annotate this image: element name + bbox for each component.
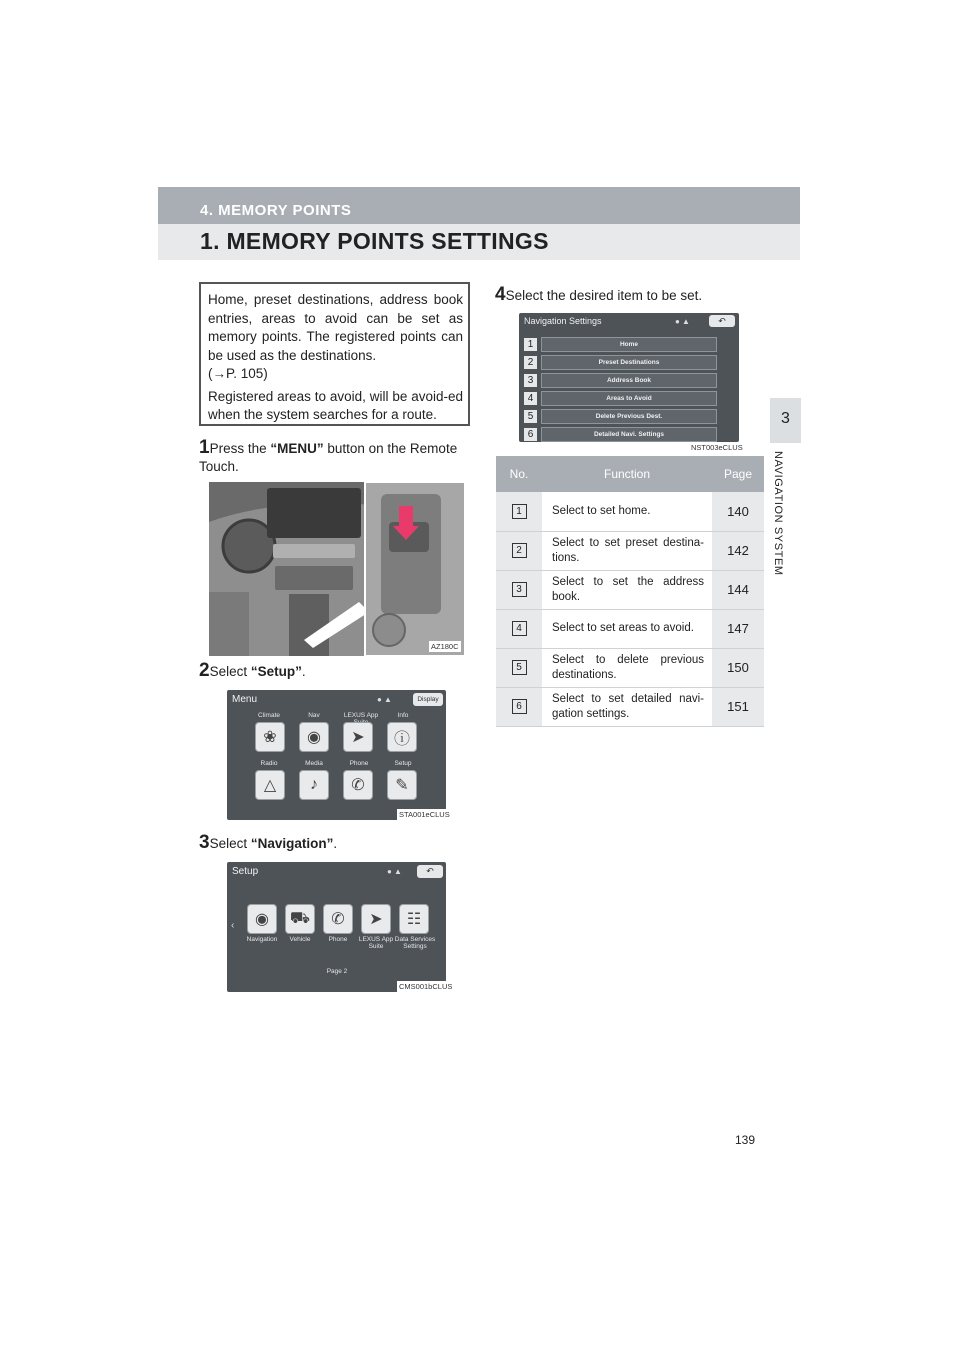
setup-label-navigation: Navigation (246, 936, 278, 943)
nav-icon[interactable]: ◉ (299, 722, 329, 752)
step-emphasis: “Setup” (250, 664, 302, 679)
nav-item-address-book[interactable]: Address Book (541, 373, 717, 388)
menu-label-nav: Nav (308, 712, 320, 719)
header-function: Function (542, 456, 712, 492)
data-services-icon[interactable]: ☷ (399, 904, 429, 934)
image-caption: STA001eCLUS (399, 810, 450, 819)
back-button[interactable]: ↶ (417, 865, 443, 878)
chapter-label: NAVIGATION SYSTEM (772, 451, 784, 576)
menu-label-setup: Setup (394, 760, 412, 767)
setup-screen (227, 862, 453, 992)
step-1 (199, 439, 472, 476)
item-number: 6 (524, 428, 537, 441)
row-number: 5 (512, 660, 527, 675)
setup-label-data-services: Data Services Settings (394, 936, 436, 950)
image-caption: AZ180C (431, 642, 459, 651)
image-caption: NST003eCLUS (691, 443, 743, 452)
nav-item-preset-destinations[interactable]: Preset Destinations (541, 355, 717, 370)
step-text: Press the (209, 441, 271, 456)
menu-label-radio: Radio (260, 760, 278, 767)
nav-item-delete-previous[interactable]: Delete Previous Dest. (541, 409, 717, 424)
row-function: Select to delete previous destinations. (542, 648, 712, 687)
setup-label-phone: Phone (328, 936, 348, 943)
vehicle-icon[interactable]: ⛟ (285, 904, 315, 934)
step-number: 1 (199, 437, 210, 458)
intro-box (199, 282, 470, 426)
row-number: 3 (512, 582, 527, 597)
step-emphasis: “Navigation” (250, 836, 334, 851)
menu-screen-title: Menu (232, 694, 258, 705)
navigation-settings-screen (519, 313, 743, 452)
row-number: 1 (512, 504, 527, 519)
chapter-number: 3 (781, 410, 790, 427)
radio-icon[interactable]: △ (255, 770, 285, 800)
page-number: 139 (735, 1133, 756, 1147)
menu-label-climate: Climate (257, 712, 281, 719)
row-number: 6 (512, 699, 527, 714)
table-row (496, 687, 764, 726)
nav-item-areas-to-avoid[interactable]: Areas to Avoid (541, 391, 717, 406)
navigation-icon[interactable]: ◉ (247, 904, 277, 934)
intro-text: Home, preset destinations, address book entries, areas to avoid can be set as memory points. The registered points can be used as the destinations. (208, 292, 463, 363)
item-number: 4 (524, 392, 537, 405)
step-4 (495, 286, 765, 305)
row-function: Select to set areas to avoid. (542, 609, 712, 648)
item-number: 1 (524, 338, 537, 351)
row-function: Select to set the address book. (542, 570, 712, 609)
item-number: 3 (524, 374, 537, 387)
row-page: 151 (712, 687, 764, 726)
row-page: 147 (712, 609, 764, 648)
step-emphasis: “MENU” (270, 441, 324, 456)
step-number: 2 (199, 660, 210, 681)
row-page: 140 (712, 492, 764, 531)
row-page: 144 (712, 570, 764, 609)
table-row (496, 648, 764, 687)
dashboard-photo (209, 482, 465, 656)
item-number: 5 (524, 410, 537, 423)
setup-screen-title: Setup (232, 866, 259, 877)
intro-text-avoid: Registered areas to avoid, will be avoid-ed when the system searches for a route. (208, 388, 463, 422)
back-button[interactable]: ↶ (709, 315, 735, 327)
step-3 (199, 834, 472, 853)
section-title: 4. MEMORY POINTS (200, 202, 352, 219)
header-no: No. (496, 456, 542, 492)
phone-icon[interactable]: ✆ (323, 904, 353, 934)
nav-screen-title: Navigation Settings (524, 316, 602, 326)
table-row (496, 609, 764, 648)
menu-label-media: Media (305, 760, 323, 767)
chevron-left-icon[interactable]: ‹ (231, 920, 235, 931)
row-number: 2 (512, 543, 527, 558)
menu-label-phone: Phone (349, 760, 369, 767)
image-caption: CMS001bCLUS (399, 982, 453, 991)
dashboard-illustration (209, 482, 465, 656)
item-number: 2 (524, 356, 537, 369)
media-icon[interactable]: ♪ (299, 770, 329, 800)
function-table (496, 456, 764, 727)
info-icon[interactable]: ⓘ (387, 722, 417, 752)
step-text: . (333, 836, 338, 851)
nav-item-detailed-settings[interactable]: Detailed Navi. Settings (541, 427, 717, 442)
table-row (496, 492, 764, 531)
menu-label-app-suite: LEXUS App (343, 712, 379, 719)
menu-screen (227, 690, 450, 820)
row-number: 4 (512, 621, 527, 636)
step-text: button on the Remote Touch. (199, 441, 458, 474)
setup-label-app-suite: LEXUS App Suite (358, 936, 394, 950)
row-function: Select to set preset destina-tions. (542, 531, 712, 570)
step-text: Select (209, 664, 251, 679)
step-text: Select the desired item to be set. (505, 288, 703, 303)
header-page: Page (712, 456, 764, 492)
nav-item-home[interactable]: Home (541, 337, 717, 352)
row-page: 142 (712, 531, 764, 570)
status-icons: ● ▲ (377, 695, 392, 704)
step-text: . (301, 664, 306, 679)
lexus-logo-icon[interactable]: ➤ (361, 904, 391, 934)
status-icons: ● ▲ (675, 317, 690, 326)
step-text: Select (209, 836, 251, 851)
climate-icon[interactable]: ❀ (255, 722, 285, 752)
phone-icon[interactable]: ✆ (343, 770, 373, 800)
row-function: Select to set detailed navi-gation settings. (542, 687, 712, 726)
lexus-logo-icon[interactable]: ➤ (343, 722, 373, 752)
page-indicator: Page 2 (326, 968, 348, 975)
intro-reference: (→P. 105) (208, 366, 268, 381)
menu-label-info: Info (397, 712, 409, 719)
setup-icon[interactable]: ✎ (387, 770, 417, 800)
step-number: 4 (495, 284, 506, 305)
status-icons: ● ▲ (387, 867, 402, 876)
step-2 (199, 662, 472, 681)
page-heading: 1. MEMORY POINTS SETTINGS (200, 228, 549, 254)
row-function: Select to set home. (542, 492, 712, 531)
step-number: 3 (199, 832, 210, 853)
table-row (496, 531, 764, 570)
row-page: 150 (712, 648, 764, 687)
table-row (496, 570, 764, 609)
setup-label-vehicle: Vehicle (289, 936, 311, 943)
table-header-row (496, 456, 764, 492)
display-button[interactable]: Display (413, 693, 443, 706)
